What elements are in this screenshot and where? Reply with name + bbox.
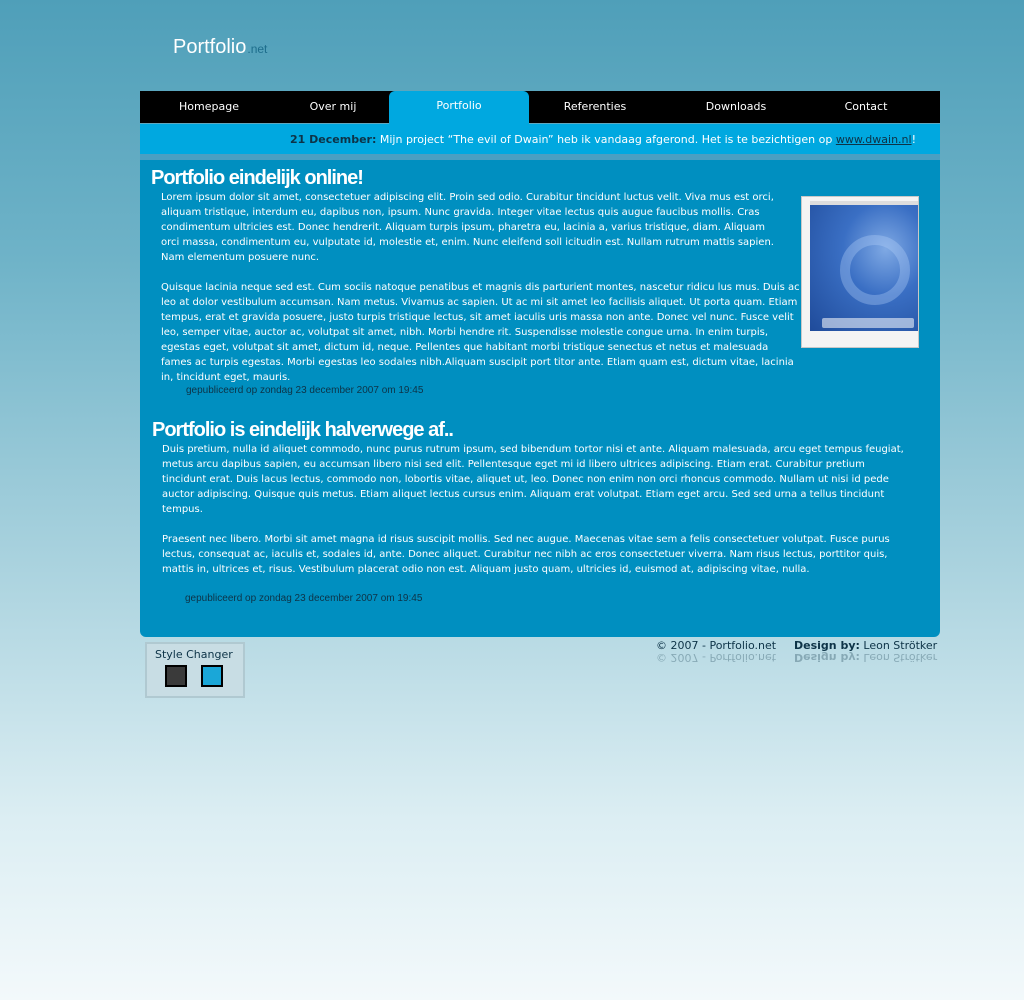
post-title: Portfolio is eindelijk halverwege af.. [152, 419, 453, 441]
post-paragraph: Duis pretium, nulla id aliquet commodo, nunc purus rutrum ipsum, sed bibendum tortor nisi et ante. Aliquam malesuada, arcu eget tempus feugiat, metus arcu dapibus sapien, eu accumsan libero nisi sed elit. Pellentesque eget mi id libero ultrices adipiscing. Etiam erat. Curabitur pretium tincidunt erat. Duis lacus lectus, commodo non, lobortis vitae, aliquet ut, leo. Donec non enim non orci rhoncus commodo. Nullam ut nisi id pede auctor adipiscing. Quisque quis metus. Etiam aliquet lectus cursus enim. Aliquam erat volutpat. Etiam eget arcu. Sed sed urna a tellus tincidunt tempus. [162, 444, 904, 515]
post-body [162, 442, 912, 592]
footer-copyright: © 2007 - Portfolio.net [656, 639, 777, 652]
thumb-dock [822, 318, 914, 328]
post-meta: gepubliceerd op zondag 23 december 2007 om 19:45 [186, 385, 424, 396]
post-paragraph: Lorem ipsum dolor sit amet, consectetuer adipiscing elit. Proin sed odio. Curabitur tincidunt luctus velit. Viva mus est orci, aliquam tristique, interdum eu, dapibus non, ipsum. Nunc gravida. Integer vitae lectus quis augue faucibus mollis. Cras condimentum ultricies est. Donec hendrerit. Aliquam turpis ipsum, pharetra eu, lacinia a, varius tristique, diam. Aliquam orci massa, condimentum eu, vulputate id, molestie et, enim. Nunc eleifend soll icitudin est. Nullam rutrum mattis sapien. Nam elementum posuere nunc. [161, 192, 774, 263]
post-meta: gepubliceerd op zondag 23 december 2007 om 19:45 [185, 593, 423, 604]
nav-referenties[interactable]: Referenties [563, 100, 627, 113]
footer-design-reflection: Design by: Leon Strötker [794, 651, 938, 664]
footer-copyright-reflection: © 2007 - Portfolio.net [656, 651, 777, 664]
post-body [161, 190, 800, 400]
main-nav [140, 91, 940, 123]
content-area [140, 160, 940, 637]
footer-design-label: Design by: [794, 639, 860, 652]
news-text: Mijn project “The evil of Dwain” heb ik vandaag afgerond. Het is te bezichtigen op [379, 133, 833, 146]
logo-tld: .net [247, 42, 268, 56]
news-link[interactable]: www.dwain.nl [835, 133, 912, 146]
style-changer-label: Style Changer [155, 648, 233, 661]
style-swatch-blue[interactable] [201, 665, 223, 687]
nav-over-mij[interactable]: Over mij [309, 100, 357, 113]
news-suffix: ! [911, 133, 916, 146]
nav-contact[interactable]: Contact [844, 100, 888, 113]
style-swatch-dark[interactable] [165, 665, 187, 687]
news-date: 21 December: [290, 133, 377, 146]
post-paragraph: Praesent nec libero. Morbi sit amet magna id risus suscipit mollis. Sed nec augue. Maecenas vitae sem a felis consectetuer volutpat. Fusce purus lectus, consequat ac, iaculis et, sodales id, ante. Donec aliquet. Curabitur nec nibh ac eros consectetuer viverra. Nam risus lectus, porttitor quis, mattis in, ultrices et, risus. Vestibulum placerat odio non est. Aliquam justo quam, ultricies id, euismod at, adipiscing vitae, nulla. [162, 534, 890, 575]
nav-downloads[interactable]: Downloads [705, 100, 767, 113]
thumb-screen [810, 205, 918, 331]
post-paragraph: Quisque lacinia neque sed est. Cum sociis natoque penatibus et magnis dis parturient montes, nascetur ridicu lus mus. Duis ac leo at dolor vestibulum accumsan. Nam metus. Vivamus ac sapien. Ut ac mi sit amet leo facilisis aliquet. Ut porta quam. Etiam tempus, erat et gravida posuere, justo turpis tristique lectus, sit amet iaculis uris massa non ante. Donec vel nunc. Fusce velit leo, semper vitae, auctor ac, volutpat sit amet, nibh. Morbi hendre rit. Suspendisse molestie congue urna. In enim turpis, egestas eget, volutpat sit amet, dictum id, neque. Pellentes que habitant morbi tristique senectus et netus et malesuada fames ac turpis egestas. Morbi egestas leo sodales nibh.Aliquam suscipit port titor ante. Etiam quam est, dictum vitae, lacinia in, tincidunt eget, mauris. [161, 282, 800, 383]
news-ticker [140, 124, 940, 154]
thumb-swoosh [840, 235, 910, 305]
footer-design-name: Leon Strötker [863, 639, 938, 652]
site-logo[interactable] [173, 36, 267, 59]
style-changer [145, 642, 245, 698]
nav-portfolio[interactable]: Portfolio [389, 91, 529, 125]
post-title: Portfolio eindelijk online! [151, 167, 363, 189]
post-thumbnail-image[interactable] [801, 196, 919, 348]
logo-main: Portfolio [173, 36, 247, 58]
nav-homepage[interactable]: Homepage [179, 100, 239, 113]
